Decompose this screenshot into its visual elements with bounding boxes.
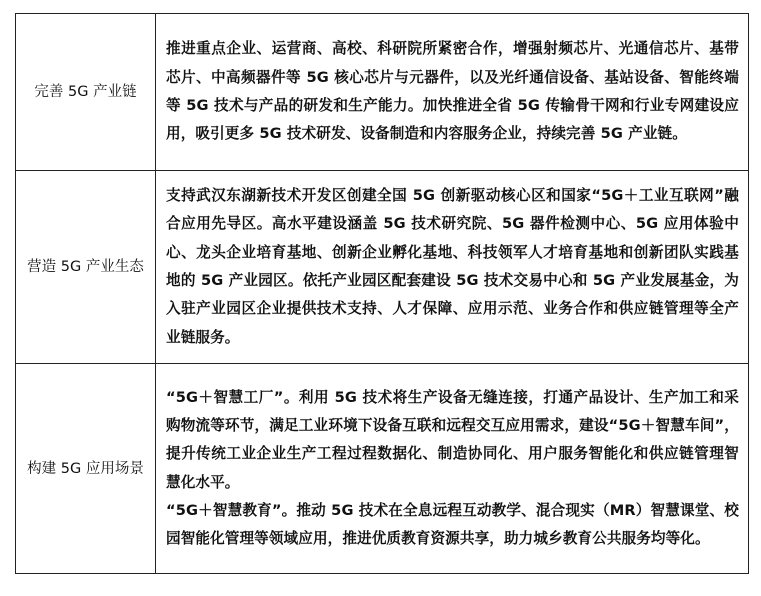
content-paragraph: 推进重点企业、运营商、高校、科研院所紧密合作，增强射频芯片、光通信芯片、基带芯片、中高频器件等 5G 核心芯片与元器件，以及光纤通信设备、基站设备、智能终端等 5G 技术与产品的研发和生产能力。加快推进全省 5G 传输骨干网和行业专网建设应用，吸引更多 5G 技术研发、设备制造和内容服务企业，持续完善 5G 产业链。 bbox=[166, 40, 739, 143]
table-row bbox=[16, 364, 749, 574]
table-row bbox=[16, 171, 749, 364]
row-label: 完善 5G 产业链 bbox=[16, 14, 156, 171]
row-content bbox=[156, 14, 749, 171]
row-content bbox=[156, 364, 749, 574]
row-label: 营造 5G 产业生态 bbox=[16, 171, 156, 364]
row-label: 构建 5G 应用场景 bbox=[16, 364, 156, 574]
table-row bbox=[16, 14, 749, 171]
content-paragraph: “5G＋智慧工厂”。利用 5G 技术将生产设备无缝连接，打通产品设计、生产加工和采购物流等环节，满足工业环境下设备互联和远程交互应用需求，建设“5G＋智慧车间”，提升传统工业企业生产工程过程数据化、制造协同化、用户服务智能化和供应链管理智慧化水平。 bbox=[166, 388, 739, 491]
row-content bbox=[156, 171, 749, 364]
content-paragraph: 支持武汉东湖新技术开发区创建全国 5G 创新驱动核心区和国家“5G＋工业互联网”融合应用先导区。高水平建设涵盖 5G 技术研究院、5G 器件检测中心、5G 应用体验中心、龙头企业培育基地、创新企业孵化基地、科技领军人才培育基地和创新团队实践基地的 5G 产业园区。依托产业园区配套建设 5G 技术交易中心和 5G 产业发展基金，为入驻产业园区企业提供技术支持、人才保障、应用示范、业务合作和供应链管理等全产业链服务。 bbox=[166, 187, 739, 346]
content-paragraph: “5G＋智慧教育”。推动 5G 技术在全息远程互动教学、混合现实（MR）智慧课堂、校园智能化管理等领域应用，推进优质教育资源共享，助力城乡教育公共服务均等化。 bbox=[166, 501, 739, 548]
policy-table bbox=[15, 13, 749, 574]
